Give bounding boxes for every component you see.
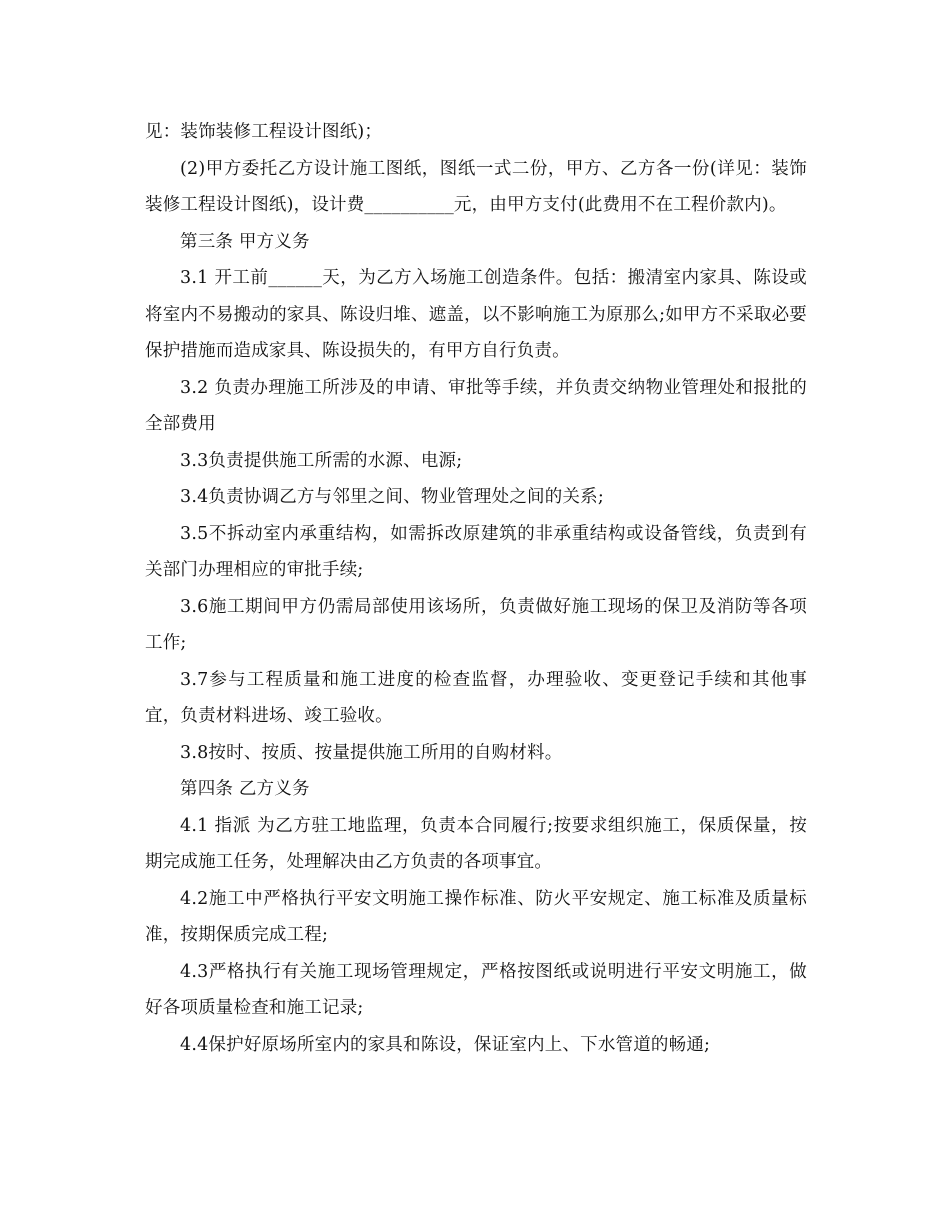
paragraph-4-3: 4.3严格执行有关施工现场管理规定，严格按图纸或说明进行平安文明施工，做好各项质量检查和施工记录; — [145, 961, 807, 1018]
paragraph-3-7: 3.7参与工程质量和施工进度的检查监督，办理验收、变更登记手续和其他事宜，负责材料进场、竣工验收。 — [145, 669, 807, 726]
paragraph-continuation: 见：装饰装修工程设计图纸)； — [145, 122, 383, 142]
paragraph-4-2: 4.2施工中严格执行平安文明施工操作标准、防火平安规定、施工标准及质量标准，按期保质完成工程; — [145, 888, 807, 945]
paragraph-3-5: 3.5不拆动室内承重结构，如需拆改原建筑的非承重结构或设备管线，负责到有关部门办理相应的审批手续; — [145, 523, 807, 580]
paragraph-3-2: 3.2 负责办理施工所涉及的申请、审批等手续，并负责交纳物业管理处和报批的全部费用 — [145, 377, 807, 434]
paragraph-3-4: 3.4负责协调乙方与邻里之间、物业管理处之间的关系; — [180, 487, 604, 507]
document-body — [145, 114, 807, 1063]
paragraph-3-3: 3.3负责提供施工所需的水源、电源; — [180, 450, 463, 471]
paragraph-3-1: 3.1 开工前______天，为乙方入场施工创造条件。包括：搬清室内家具、陈设或将室内不易搬动的家具、陈设归堆、遮盖，以不影响施工为原那么;如甲方不采取必要保护措施而造成家具、陈设损失的，有甲方自行负责。 — [145, 268, 807, 361]
section-heading-article-3: 第三条 甲方义务 — [180, 231, 310, 252]
paragraph-clause-2: (2)甲方委托乙方设计施工图纸，图纸一式二份，甲方、乙方各一份(详见：装饰装修工程设计图纸)，设计费__________元，由甲方支付(此费用不在工程价款内)。 — [145, 158, 807, 215]
paragraph-4-4: 4.4保护好原场所室内的家具和陈设，保证室内上、下水管道的畅通; — [180, 1034, 711, 1055]
paragraph-3-8: 3.8按时、按质、按量提供施工所用的自购材料。 — [180, 742, 563, 763]
paragraph-3-6: 3.6施工期间甲方仍需局部使用该场所，负责做好施工现场的保卫及消防等各项工作; — [145, 596, 807, 653]
section-heading-article-4: 第四条 乙方义务 — [180, 779, 310, 799]
paragraph-4-1: 4.1 指派 为乙方驻工地监理，负责本合同履行;按要求组织施工，保质保量，按期完成施工任务，处理解决由乙方负责的各项事宜。 — [145, 815, 807, 872]
